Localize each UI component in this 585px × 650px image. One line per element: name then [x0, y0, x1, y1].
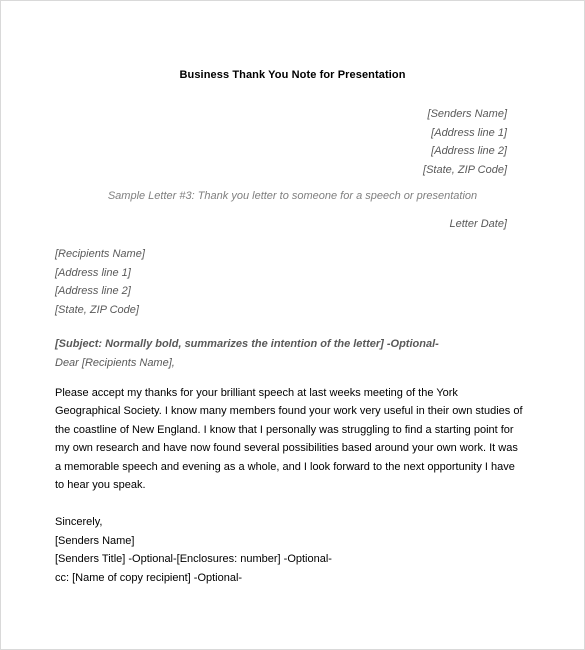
sender-address-line-2: [Address line 2] [431, 145, 507, 157]
letter-date: Letter Date] [449, 218, 507, 230]
body-line: Geographical Society. I know many members found your work very useful in their own studies of [55, 405, 523, 418]
recipient-name: [Recipients Name] [55, 248, 145, 260]
closing-sender-name: [Senders Name] [55, 534, 135, 547]
letter-body [55, 384, 523, 494]
recipient-state-zip: [State, ZIP Code] [55, 303, 139, 316]
body-line: Please accept my thanks for your brilliant speech at last weeks meeting of the York [55, 387, 458, 399]
closing-salutation: Sincerely, [55, 516, 103, 528]
sender-state-zip: [State, ZIP Code] [423, 163, 507, 176]
closing-block [55, 513, 332, 587]
sender-name: [Senders Name] [427, 108, 507, 120]
sender-address-block [423, 105, 507, 179]
subject-line: [Subject: Normally bold, summarizes the intention of the letter] -Optional- [55, 338, 439, 350]
sample-caption: Sample Letter #3: Thank you letter to someone for a speech or presentation [107, 190, 478, 202]
recipient-address-line-1: [Address line 1] [55, 266, 131, 279]
closing-cc: cc: [Name of copy recipient] -Optional- [55, 571, 243, 584]
body-line: the coastline of New England. I know that I personally was struggling to find a starting point for [55, 423, 514, 436]
body-line: my own research and have now found several possibilities based around your own work. It was [55, 442, 518, 455]
recipient-address-line-2: [Address line 2] [55, 285, 131, 297]
body-line: to hear you speak. [55, 479, 146, 492]
recipient-address-block [55, 245, 145, 319]
document-title: Business Thank You Note for Presentation [179, 69, 406, 81]
body-line: a memorable speech and evening as a whole, and I look forward to the next opportunity I have [55, 460, 515, 473]
sender-address-line-1: [Address line 1] [431, 126, 507, 139]
greeting: Dear [Recipients Name], [55, 357, 175, 369]
closing-sender-title: [Senders Title] -Optional-[Enclosures: number] -Optional- [55, 553, 332, 566]
